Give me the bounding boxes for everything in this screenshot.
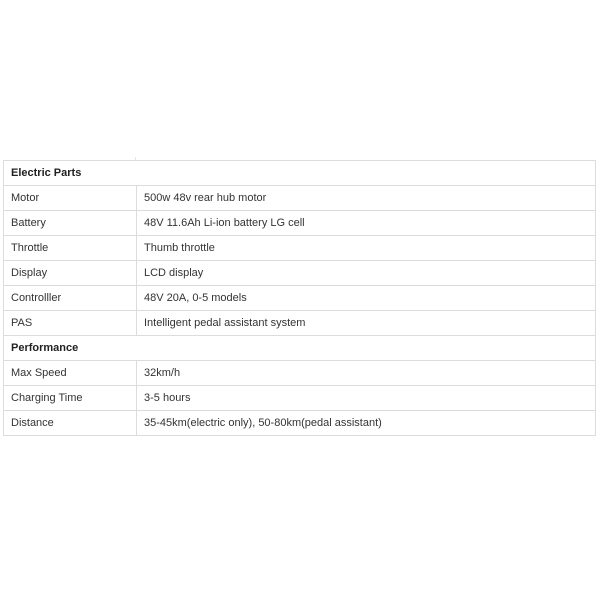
table-row-max-speed [4,361,596,386]
row-value: 500w 48v rear hub motor [137,186,596,211]
row-label: Throttle [4,236,137,261]
spec-table-body [4,161,596,436]
section-title: Electric Parts [4,161,596,186]
table-row-display [4,261,596,286]
table-row-throttle [4,236,596,261]
row-label: Motor [4,186,137,211]
row-label: Display [4,261,137,286]
section-header-electric-parts [4,161,596,186]
row-label: Controlller [4,286,137,311]
section-title: Performance [4,336,596,361]
row-label: Battery [4,211,137,236]
table-row-battery [4,211,596,236]
row-value: Intelligent pedal assistant system [137,311,596,336]
row-value: 35-45km(electric only), 50-80km(pedal assistant) [137,411,596,436]
table-row-distance [4,411,596,436]
spec-table [3,160,596,436]
table-row-charging-time [4,386,596,411]
table-row-pas [4,311,596,336]
row-label: Max Speed [4,361,137,386]
table-row-controller [4,286,596,311]
row-value: Thumb throttle [137,236,596,261]
section-header-performance [4,336,596,361]
row-label: PAS [4,311,137,336]
row-label: Charging Time [4,386,137,411]
table-row-motor [4,186,596,211]
row-label: Distance [4,411,137,436]
row-value: 48V 20A, 0-5 models [137,286,596,311]
row-value: LCD display [137,261,596,286]
row-value: 32km/h [137,361,596,386]
row-value: 3-5 hours [137,386,596,411]
row-value: 48V 11.6Ah Li-ion battery LG cell [137,211,596,236]
